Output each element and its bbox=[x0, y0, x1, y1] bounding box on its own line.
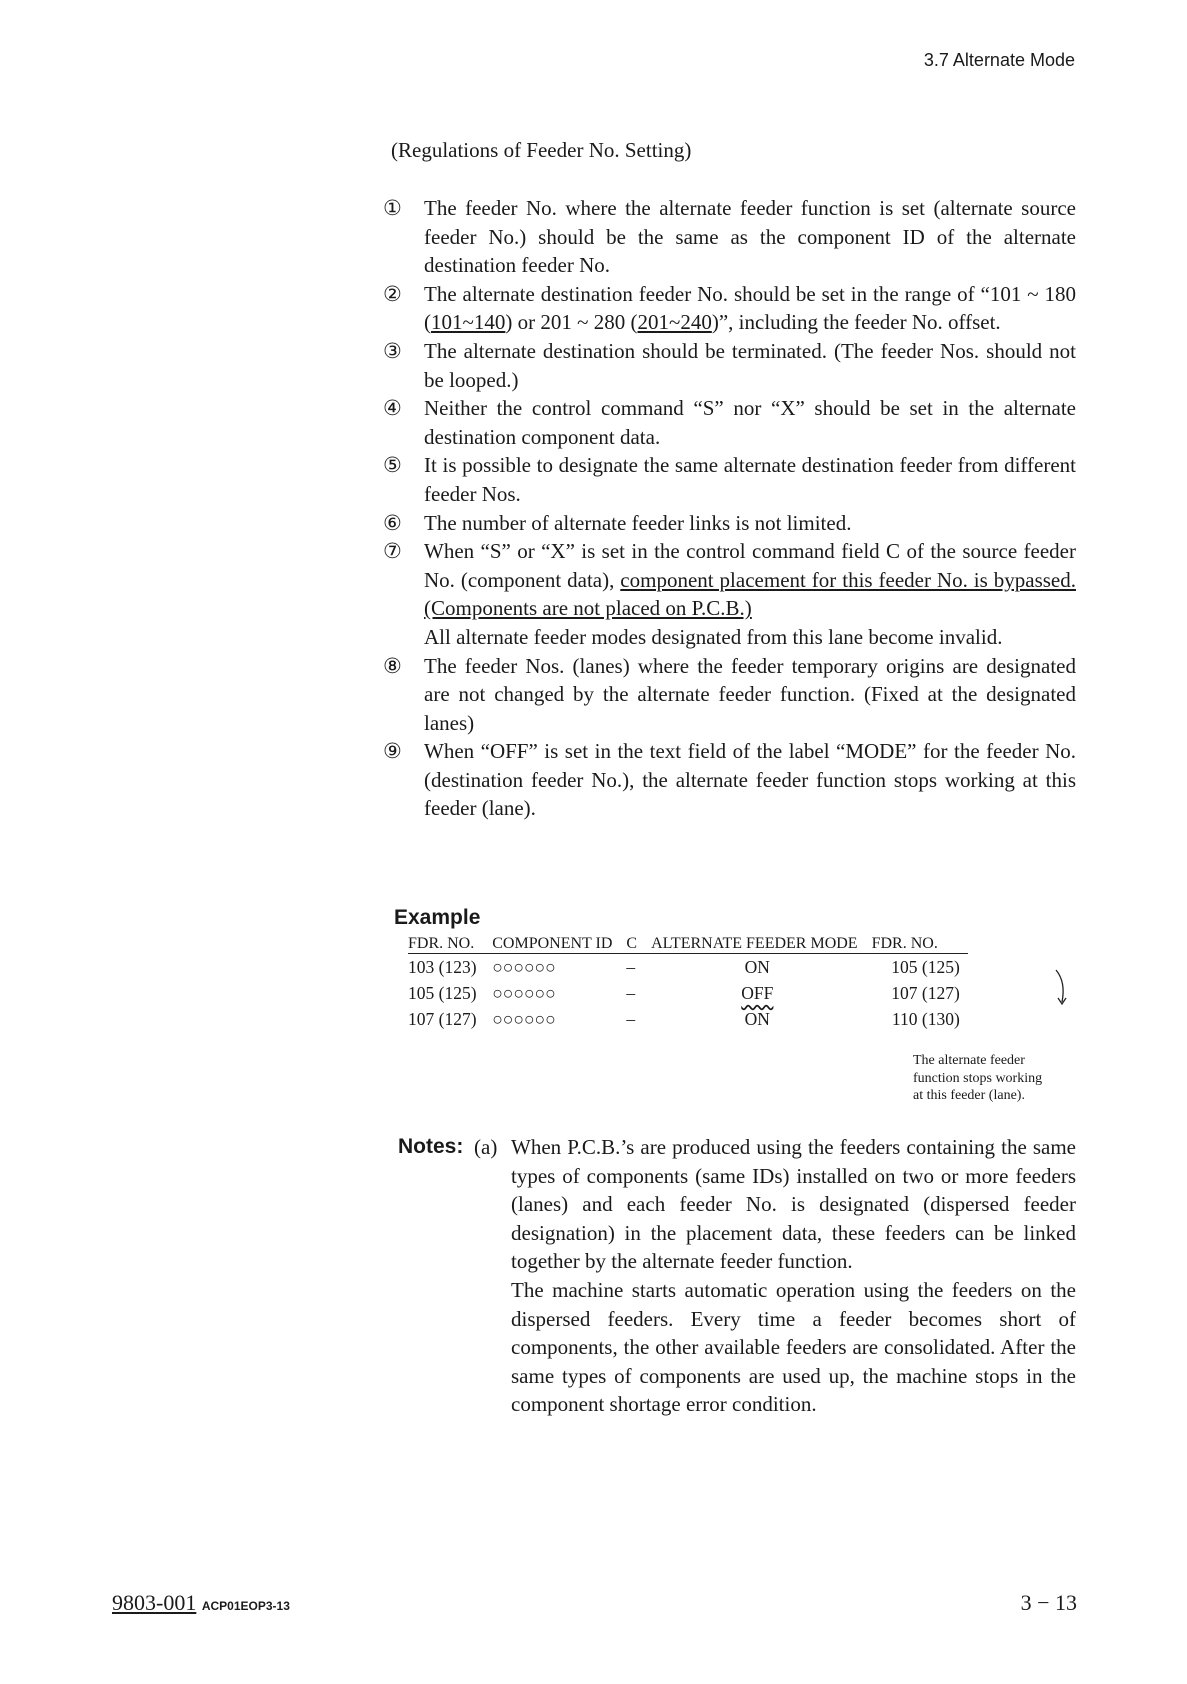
table-cell: 103 (123) bbox=[408, 957, 477, 977]
list-item bbox=[383, 652, 1076, 738]
annotation-line: function stops working bbox=[913, 1070, 1043, 1086]
table-cell: 105 (125) bbox=[408, 983, 477, 1003]
text-part: )”, including the feeder No. offset. bbox=[711, 310, 1001, 335]
underlined-text: component placement for this feeder No. is bypassed. (Components are not placed on P.C.B.) bbox=[424, 567, 1076, 621]
item-text: It is possible to designate the same alternate destination feeder from different feeder Nos. bbox=[424, 453, 1076, 506]
column-header: FDR. NO. bbox=[872, 935, 968, 954]
table-cell: 110 (130) bbox=[891, 1009, 960, 1029]
text-part: When “S” or “X” is set in the control command field C of the source feeder No. (component data), bbox=[424, 539, 1076, 592]
item-text: The feeder Nos. (lanes) where the feeder temporary origins are designated are not changed by the alternate feeder function. (Fixed at the designated lanes) bbox=[424, 653, 1076, 735]
note-paragraph: The machine starts automatic operation using the feeders on the dispersed feeders. Every time a feeder becomes short of components, the other available feeders are consolidated. After the same types of components are used up, the machine stops in the component shortage error condition. bbox=[511, 1277, 1076, 1417]
footer-doc-id bbox=[112, 1590, 290, 1616]
table-row bbox=[408, 980, 968, 1006]
list-item bbox=[383, 194, 1076, 280]
example-heading: Example bbox=[394, 906, 481, 929]
item-number: ① bbox=[383, 196, 402, 220]
page-number: 3 − 13 bbox=[1020, 1590, 1077, 1615]
table-cell: 105 (125) bbox=[891, 957, 960, 977]
table-cell: 107 (127) bbox=[408, 1009, 477, 1029]
item-number: ② bbox=[383, 281, 402, 306]
annotation-line: The alternate feeder bbox=[913, 1053, 1025, 1068]
item-text: The feeder No. where the alternate feeder function is set (alternate source feeder No.) should be the same as the component ID of the alternate destination feeder No. bbox=[424, 196, 1076, 278]
doc-number: 9803-001 bbox=[112, 1590, 197, 1615]
table-cell: – bbox=[626, 957, 636, 977]
item-text: The number of alternate feeder links is not limited. bbox=[424, 510, 852, 535]
item-text bbox=[424, 280, 1076, 337]
item-number: ⑤ bbox=[383, 453, 402, 478]
item-text: When “OFF” is set in the text field of the label “MODE” for the feeder No. (destination feeder No.), the alternate feeder function stops working at this feeder (lane). bbox=[424, 739, 1076, 821]
item-text bbox=[424, 537, 1076, 651]
text-part: All alternate feeder modes designated from this lane become invalid. bbox=[424, 624, 1003, 649]
list-item bbox=[383, 280, 1076, 337]
underlined-range: 101~140 bbox=[431, 310, 506, 335]
link-arrow-icon bbox=[1052, 968, 1074, 1016]
item-number: ④ bbox=[383, 396, 402, 421]
table-cell: ○○○○○○ bbox=[492, 983, 556, 1003]
item-number: ⑧ bbox=[383, 653, 402, 678]
table-cell: ON bbox=[744, 1009, 770, 1029]
list-item bbox=[383, 394, 1076, 451]
table-cell: ○○○○○○ bbox=[492, 957, 556, 977]
table-header bbox=[408, 935, 968, 954]
list-item bbox=[383, 537, 1076, 651]
text-part: ) or 201 ~ 280 ( bbox=[505, 310, 638, 335]
column-header: FDR. NO. bbox=[408, 935, 492, 954]
example-table bbox=[408, 935, 968, 1032]
table-cell: OFF bbox=[741, 983, 774, 1003]
notes-section bbox=[398, 1133, 1076, 1419]
column-header: ALTERNATE FEEDER MODE bbox=[651, 935, 872, 954]
table-cell: – bbox=[626, 1009, 636, 1029]
example-annotation bbox=[913, 1052, 1042, 1105]
item-number: ⑦ bbox=[383, 539, 402, 564]
item-number: ⑥ bbox=[383, 510, 402, 535]
item-text: Neither the control command “S” nor “X” should be set in the alternate destination component data. bbox=[424, 396, 1076, 449]
table-row bbox=[408, 1006, 968, 1032]
subtitle: (Regulations of Feeder No. Setting) bbox=[391, 138, 692, 162]
item-number: ③ bbox=[383, 338, 402, 363]
list-item bbox=[383, 737, 1076, 823]
underlined-range: 201~240 bbox=[637, 310, 712, 335]
table-cell: 107 (127) bbox=[891, 983, 960, 1003]
annotation-line: at this feeder (lane). bbox=[913, 1088, 1025, 1103]
notes-label: Notes: bbox=[398, 1135, 464, 1158]
table-row bbox=[408, 954, 968, 981]
text-part: The alternate destination feeder No. should be set in the range of “101 ~ 180 ( bbox=[424, 281, 1076, 335]
column-header: C bbox=[626, 935, 651, 954]
table-cell: ON bbox=[744, 957, 770, 977]
table-cell: – bbox=[626, 983, 636, 1003]
table-cell: ○○○○○○ bbox=[492, 1009, 556, 1029]
note-paragraph: When P.C.B.’s are produced using the feeders containing the same types of components (same IDs) installed on two or more feeders (lanes) and each feeder No. is designated (dispersed feeder designation) in the placement data, these feeders can be linked together by the alternate feeder function. bbox=[511, 1135, 1076, 1274]
doc-code: ACP01EOP3-13 bbox=[201, 1599, 290, 1613]
section-header: 3.7 Alternate Mode bbox=[923, 50, 1075, 70]
note-marker: (a) bbox=[474, 1135, 498, 1159]
item-text: The alternate destination should be terminated. (The feeder Nos. should not be looped.) bbox=[424, 338, 1076, 392]
list-item bbox=[383, 337, 1076, 394]
regulation-list bbox=[383, 194, 1076, 823]
list-item bbox=[383, 509, 1076, 538]
list-item bbox=[383, 451, 1076, 508]
item-number: ⑨ bbox=[383, 739, 402, 764]
column-header: COMPONENT ID bbox=[492, 935, 626, 954]
